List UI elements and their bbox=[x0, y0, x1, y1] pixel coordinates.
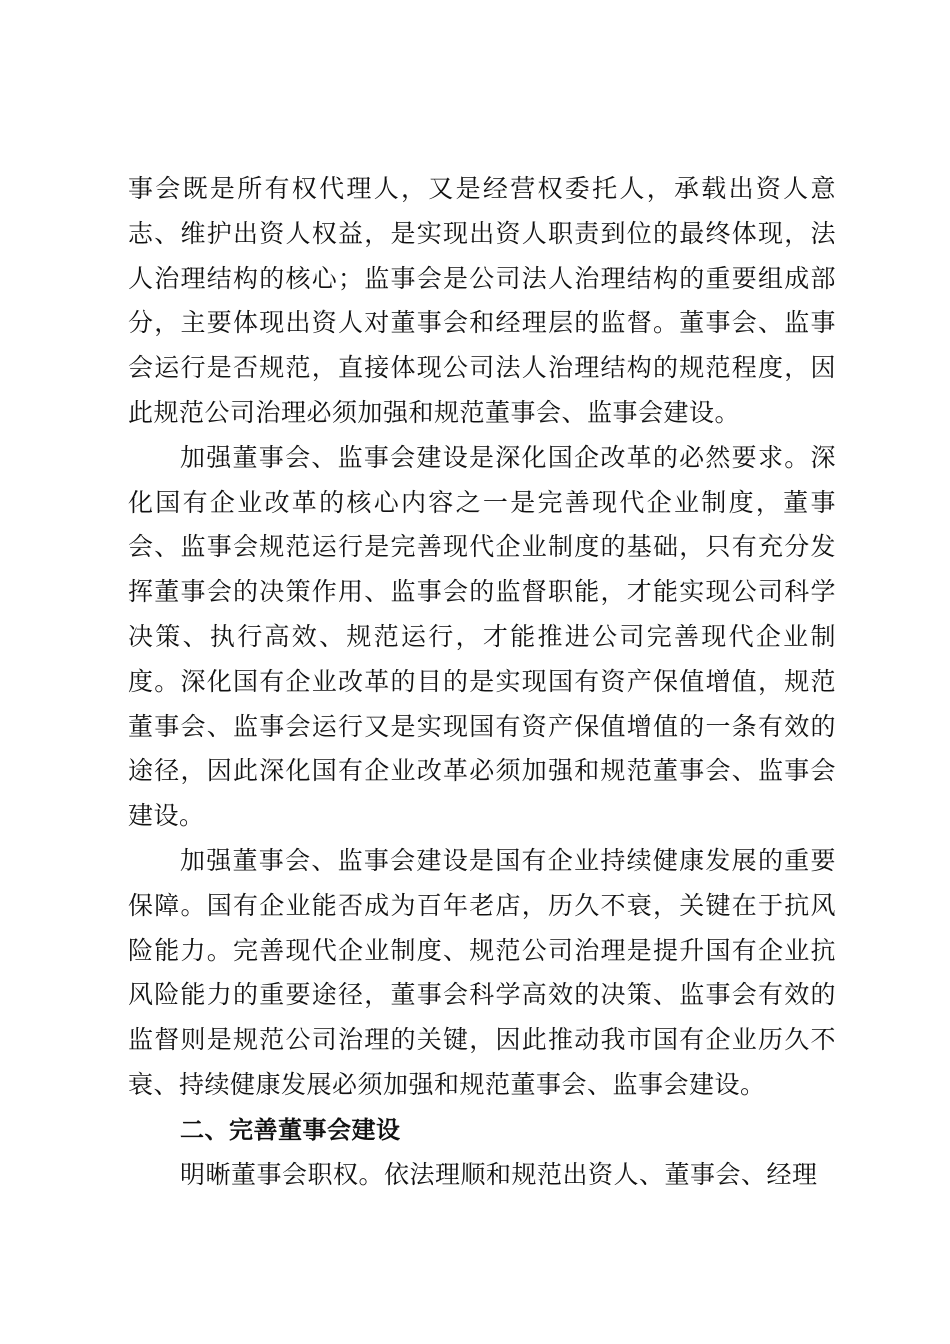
section-heading: 二、完善董事会建设 bbox=[180, 1115, 401, 1144]
document-body bbox=[128, 167, 836, 1197]
paragraph-reform-requirement: 加强董事会、监事会建设是深化国企改革的必然要求。深化国有企业改革的核心内容之一是完善现代企业制度，董事会、监事会规范运行是完善现代企业制度的基础，只有充分发挥董事会的决策作用、监事会的监督职能，才能实现公司科学决策、执行高效、规范运行，才能推进公司完善现代企业制度。深化国有企业改革的目的是实现国有资产保值增值，规范董事会、监事会运行又是实现国有资产保值增值的一条有效的途径，因此深化国有企业改革必须加强和规范董事会、监事会建设。 bbox=[128, 442, 836, 831]
paragraph-development-guarantee: 加强董事会、监事会建设是国有企业持续健康发展的重要保障。国有企业能否成为百年老店，历久不衰，关键在于抗风险能力。完善现代企业制度、规范公司治理是提升国有企业抗风险能力的重要途径，董事会科学高效的决策、监事会有效的监督则是规范公司治理的关键，因此推动我市国有企业历久不衰、持续健康发展必须加强和规范董事会、监事会建设。 bbox=[128, 845, 836, 1099]
paragraph-board-authority: 明晰董事会职权。依法理顺和规范出资人、董事会、经理 bbox=[180, 1159, 818, 1189]
paragraph-continuation: 事会既是所有权代理人，又是经营权委托人，承载出资人意志、维护出资人权益，是实现出资人职责到位的最终体现，法人治理结构的核心；监事会是公司法人治理结构的重要组成部分，主要体现出资人对董事会和经理层的监督。董事会、监事会运行是否规范，直接体现公司法人治理结构的规范程度，因此规范公司治理必须加强和规范董事会、监事会建设。 bbox=[128, 174, 836, 427]
